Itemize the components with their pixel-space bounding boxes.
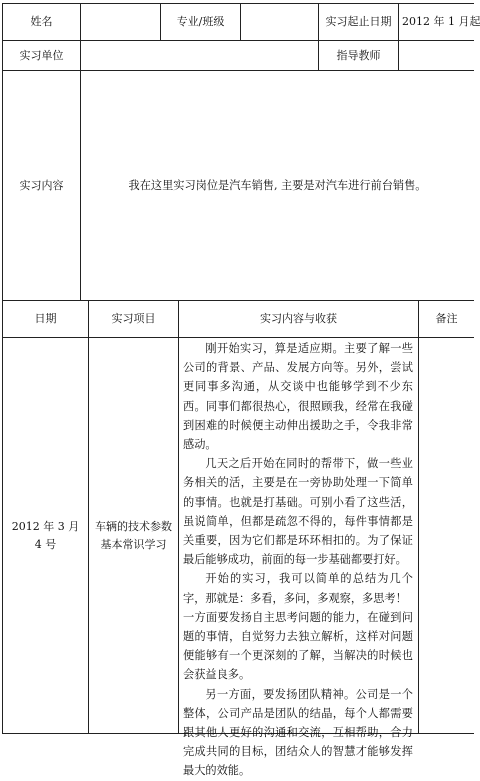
mentor-value[interactable] — [399, 41, 474, 70]
log-project-text: 车辆的技术参数基本常识学习 — [95, 519, 172, 551]
content-text: 我在这里实习岗位是汽车销售, 主要是对汽车进行前台销售。 — [128, 178, 427, 192]
col-header-project: 实习项目 — [111, 312, 156, 325]
log-paragraph: 一方面要发扬自主思考问题的能力，在碰到问题的事情，自觉努力去独立解析，这样对问题便能够有一个更深刻的了解，当解决的时候也会获益良多。 — [183, 610, 413, 682]
col-header-date: 日期 — [34, 312, 57, 325]
name-value[interactable] — [81, 4, 160, 40]
log-remark[interactable] — [419, 338, 474, 733]
major-label: 专业/班级 — [176, 15, 225, 28]
log-paragraph: 几天之后开始在同时的帮带下，做一些业务相关的活，主要是在一旁协助处理一下简单的事情。也就是打基础。可别小看了这些活，虽说简单，但都是疏忽不得的，每件事情都是关重要，因为它们都是环环相扣的。为了保证最后能够成功，前面的每一步基础都要打好。 — [183, 457, 413, 567]
log-content — [180, 339, 416, 778]
log-date — [3, 338, 88, 733]
content-label: 实习内容 — [19, 178, 64, 192]
col-header-content: 实习内容与收获 — [260, 312, 337, 325]
log-paragraph: 另一方面，要发扬团队精神。公司是一个整体，公司产品是团队的结晶，每个人都需要跟其他人更好的沟通和交流，互相帮助，合力完成共同的目标，团结众人的智慧才能够发挥最大的效能。 — [183, 687, 413, 778]
log-date-text: 2012 年 3 月 4 号 — [11, 519, 80, 551]
unit-value[interactable] — [81, 41, 318, 70]
mentor-label: 指导教师 — [336, 48, 381, 62]
period-value[interactable]: 2012 年 1 月起 — [402, 15, 480, 28]
log-paragraph: 刚开始实习，算是适应期。主要了解一些公司的背景、产品、发展方向等。另外，尝试更同事多沟通，从交谈中也能够学到不少东西。同事们都很热心，很照顾我，经常在我碰到困难的时候便主动伸出援助之手，令我非常感动。 — [183, 342, 413, 452]
col-divider-project — [178, 300, 179, 734]
major-value[interactable] — [241, 4, 318, 40]
name-label: 姓名 — [30, 15, 53, 28]
unit-label: 实习单位 — [19, 48, 64, 62]
period-label: 实习起止日期 — [325, 15, 392, 28]
log-project — [89, 338, 178, 733]
log-paragraph: 开始的实习，我可以简单的总结为几个字，那就是：多看，多问，多观察，多思考！ — [183, 572, 413, 605]
col-header-remark: 备注 — [435, 312, 458, 325]
